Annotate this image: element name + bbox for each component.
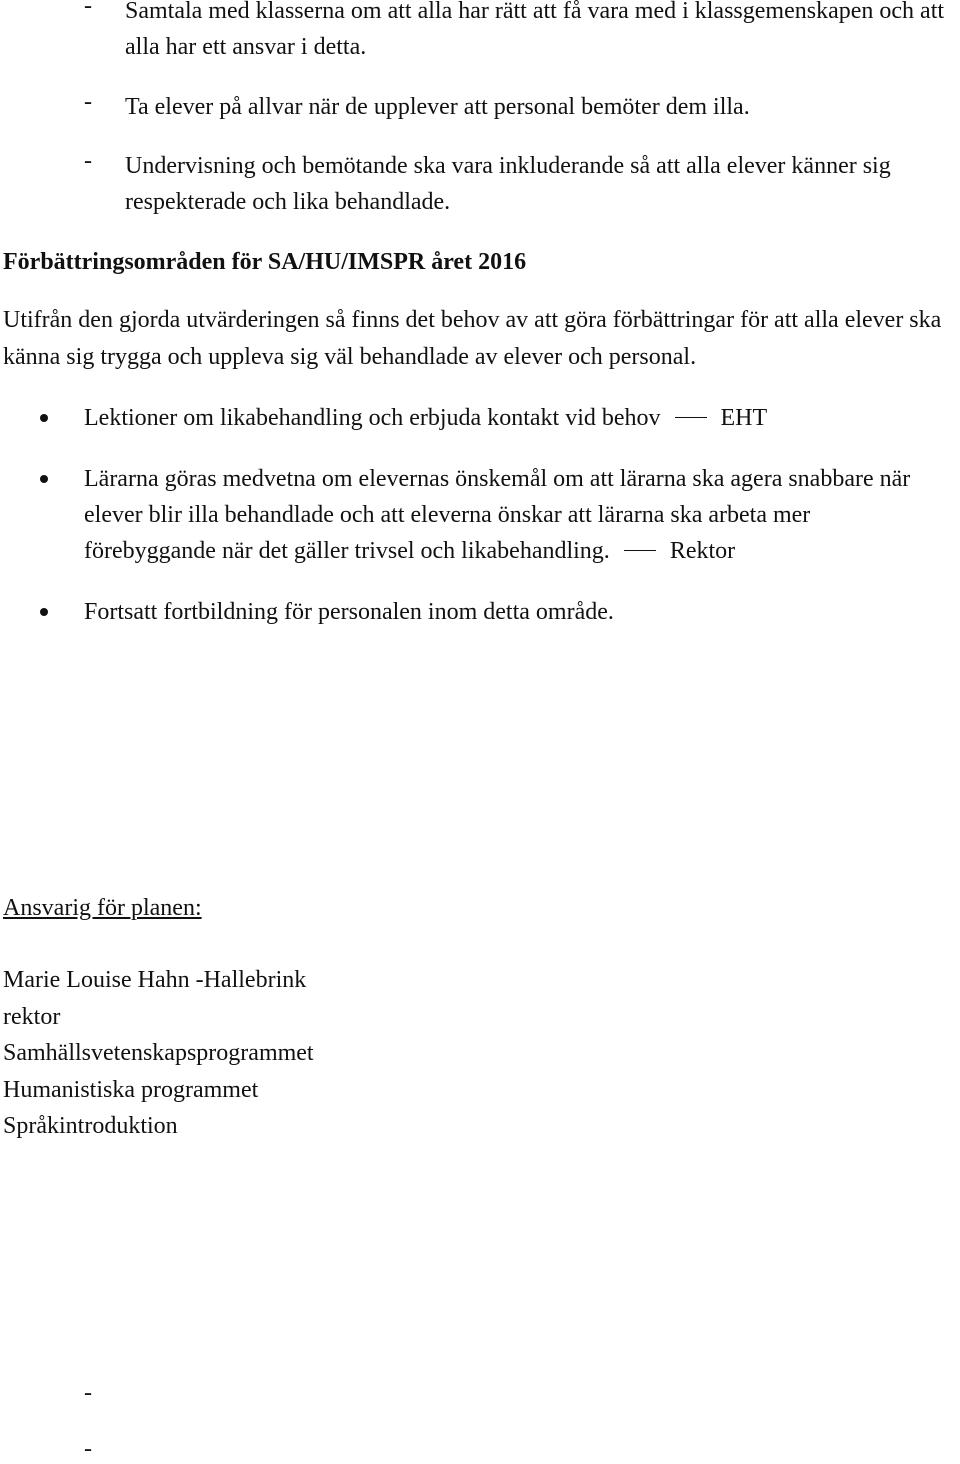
responsible-title: Ansvarig för planen: <box>3 895 202 921</box>
dash-list-item <box>0 89 960 125</box>
bullet-text <box>84 594 944 630</box>
contact-block <box>3 962 314 1145</box>
dash-list-text: Ta elever på allvar när de upplever att personal bemöter dem illa. <box>125 94 750 120</box>
trailing-dash: - <box>84 1436 92 1462</box>
trailing-dash: - <box>84 1380 92 1406</box>
bullet-text <box>84 461 944 569</box>
bullet-text <box>84 400 944 436</box>
dash-separator <box>675 417 707 418</box>
bullet-responsible: EHT <box>720 405 768 431</box>
contact-program: Språkintroduktion <box>3 1113 178 1139</box>
dash-list-text: Samtala med klasserna om att alla har rätt att få vara med i klassgemenskapen och att alla har ett ansvar i detta. <box>125 0 945 60</box>
dash-separator <box>624 550 656 551</box>
dash-list-item <box>0 0 960 65</box>
dash-marker: - <box>84 0 92 19</box>
dash-marker: - <box>84 89 92 115</box>
bullet-dot-icon <box>40 475 48 483</box>
bullet-body: Lärarna göras medvetna om elevernas önskemål om att lärarna ska agera snabbare när elever blir illa behandlade och att eleverna önskar att lärarna ska arbeta mer förebyggande när det gäller trivsel och likabehandling. <box>84 466 911 564</box>
bullet-dot-icon <box>40 414 48 422</box>
bullet-body: Fortsatt fortbildning för personalen inom detta område. <box>84 599 614 625</box>
contact-program: Samhällsvetenskapsprogrammet <box>3 1040 314 1066</box>
dash-marker: - <box>84 148 92 174</box>
bullet-dot-icon <box>40 608 48 616</box>
section-heading: Förbättringsområden för SA/HU/IMSPR året 2016 <box>3 249 527 275</box>
contact-role: rektor <box>3 1003 61 1030</box>
dash-list-text: Undervisning och bemötande ska vara inkluderande så att alla elever känner sig respekterade och lika behandlade. <box>125 153 891 215</box>
bullet-responsible: Rektor <box>669 538 736 564</box>
contact-program: Humanistiska programmet <box>3 1076 259 1103</box>
intro-paragraph: Utifrån den gjorda utvärderingen så finns det behov av att göra förbättringar för att alla elever ska känna sig trygga och uppleva sig väl behandlade av elever och personal. <box>3 307 942 370</box>
bullet-body: Lektioner om likabehandling och erbjuda kontakt vid behov <box>84 405 661 431</box>
contact-name: Marie Louise Hahn -Hallebrink <box>3 967 307 993</box>
dash-list-item <box>0 148 960 220</box>
